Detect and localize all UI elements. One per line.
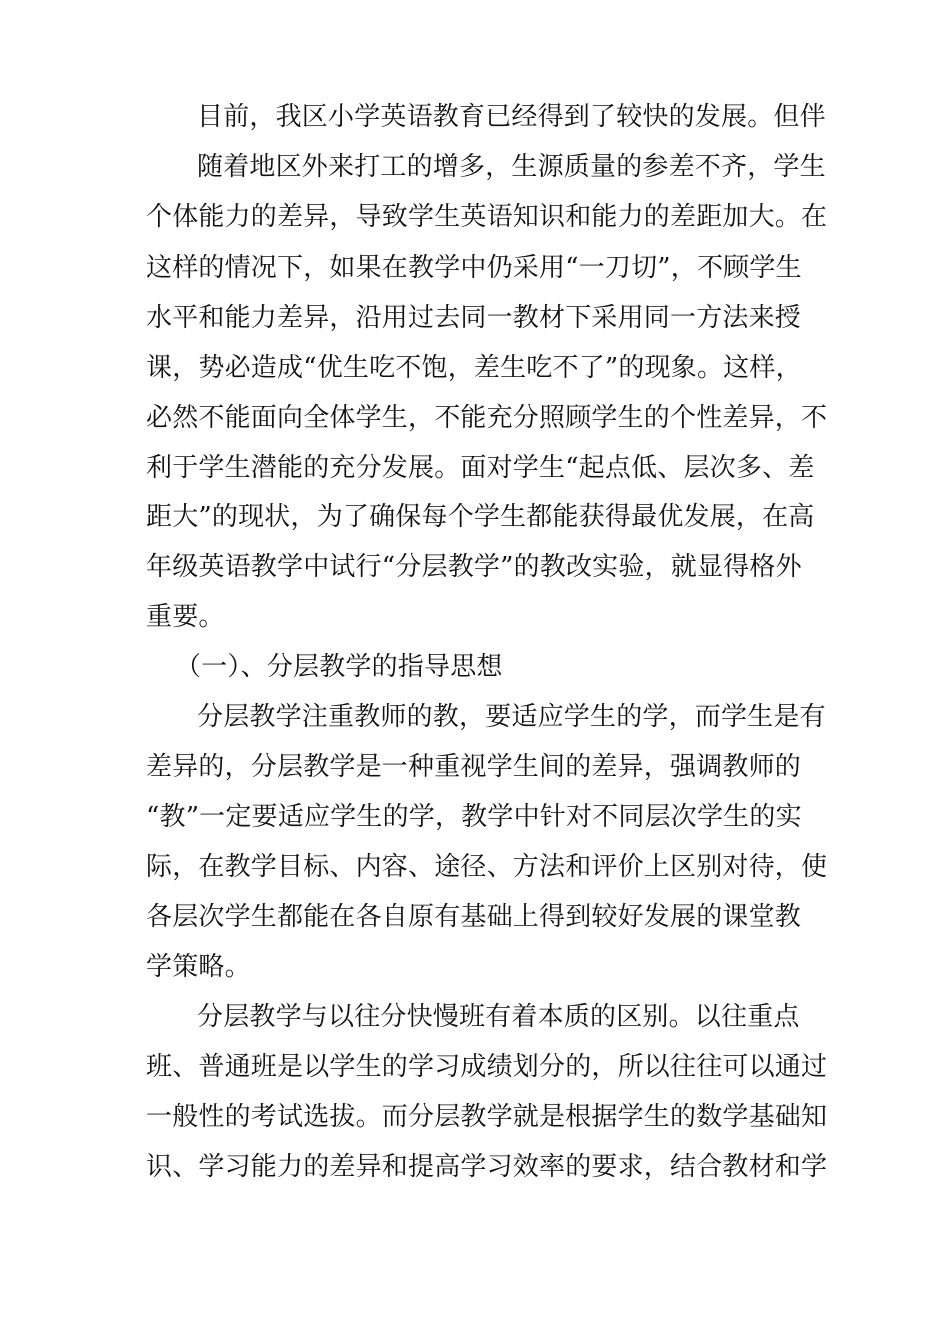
paragraph-1-line-5: 水平和能力差异，沿用过去同一教材下采用同一方法来授 — [146, 303, 802, 333]
paragraph-2-line-1: 分层教学注重教师的教，要适应学生的学，而学生是有 — [197, 702, 826, 732]
paragraph-3-line-1: 分层教学与以往分快慢班有着本质的区别。以往重点 — [197, 1002, 800, 1032]
paragraph-1-line-1: 目前，我区小学英语教育已经得到了较快的发展。但伴 — [197, 102, 826, 132]
paragraph-1-line-11: 重要。 — [146, 602, 225, 632]
paragraph-1-line-3: 个体能力的差异，导致学生英语知识和能力的差距加大。在 — [146, 202, 828, 232]
paragraph-2-line-6: 学策略。 — [146, 952, 251, 982]
paragraph-1-line-9: 距大”的现状，为了确保每个学生都能获得最优发展，在高 — [146, 502, 815, 532]
paragraph-2-line-2: 差异的，分层教学是一种重视学生间的差异，强调教师的 — [146, 752, 802, 782]
paragraph-3-line-3: 一般性的考试选拔。而分层教学就是根据学生的数学基础知 — [146, 1102, 828, 1132]
paragraph-3-line-4: 识、学习能力的差异和提高学习效率的要求，结合教材和学 — [146, 1152, 828, 1182]
paragraph-3-line-2: 班、普通班是以学生的学习成绩划分的，所以往往可以通过 — [146, 1052, 828, 1082]
paragraph-1-line-4: 这样的情况下，如果在教学中仍采用“一刀切”，不顾学生 — [146, 253, 802, 283]
paragraph-1-line-6: 课，势必造成“优生吃不饱，差生吃不了”的现象。这样， — [146, 353, 802, 383]
paragraph-2-line-5: 各层次学生都能在各自原有基础上得到较好发展的课堂教 — [146, 902, 802, 932]
section-heading: （一）、分层教学的指导思想 — [175, 652, 503, 682]
paragraph-1-line-8: 利于学生潜能的充分发展。面对学生“起点低、层次多、差 — [146, 453, 815, 483]
paragraph-1-line-10: 年级英语教学中试行“分层教学”的教改实验，就显得格外 — [146, 552, 802, 582]
paragraph-1-line-2: 随着地区外来打工的增多，生源质量的参差不齐，学生 — [197, 152, 826, 182]
paragraph-1-line-7: 必然不能面向全体学生，不能充分照顾学生的个性差异，不 — [146, 403, 828, 433]
paragraph-2-line-3: “教”一定要适应学生的学，教学中针对不同层次学生的实 — [146, 802, 802, 832]
paragraph-2-line-4: 际，在教学目标、内容、途径、方法和评价上区别对待，使 — [146, 852, 828, 882]
